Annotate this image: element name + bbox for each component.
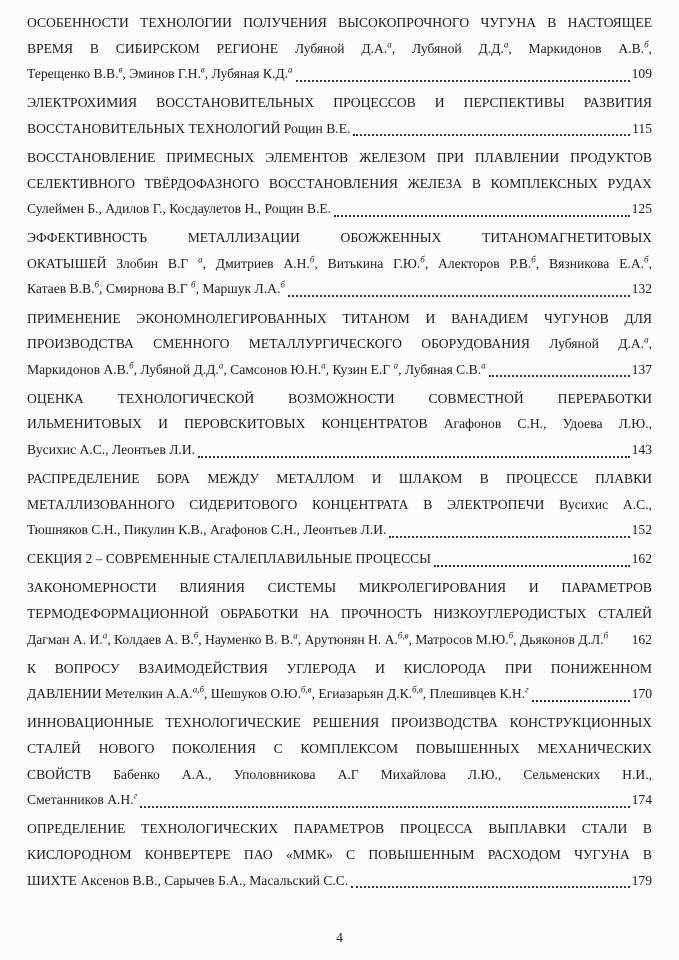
page-number: 4 <box>336 930 343 945</box>
affiliation-mark: а <box>644 334 649 345</box>
toc-entry-line: ИННОВАЦИОННЫЕ ТЕХНОЛОГИЧЕСКИЕ РЕШЕНИЯ ПРОИЗВОДСТВА КОНСТРУКЦИОННЫХ <box>27 715 652 731</box>
dot-leader <box>353 134 630 136</box>
toc-entry <box>27 816 652 893</box>
toc-entry <box>27 656 652 707</box>
affiliation-mark: б <box>644 254 649 265</box>
affiliation-mark: г <box>525 684 529 695</box>
toc-page-ref: 115 <box>632 120 652 136</box>
toc-entry-last-line <box>27 116 652 142</box>
toc-entry-line: МЕТАЛЛИЗОВАННОГО СИДЕРИТОВОГО КОНЦЕНТРАТА В ЭЛЕКТРОПЕЧИ Вусихис А.С., <box>27 496 652 512</box>
toc-entry <box>27 225 652 302</box>
affiliation-mark: б,в <box>397 630 409 641</box>
toc-entry-text: Вусихис А.С., Леонтьев Л.И. <box>27 442 196 457</box>
toc-entry-line: ПРИМЕНЕНИЕ ЭКОНОМНОЛЕГИРОВАННЫХ ТИТАНОМ И ВАНАДИЕМ ЧУГУНОВ ДЛЯ <box>27 310 652 326</box>
dot-leader <box>140 806 629 808</box>
toc-entry-text: СЕКЦИЯ 2 – СОВРЕМЕННЫЕ СТАЛЕПЛАВИЛЬНЫЕ ПРОЦЕССЫ <box>27 551 431 567</box>
affiliation-mark: б <box>644 39 649 50</box>
toc-entry-last-line <box>27 517 652 543</box>
toc-entry-line: ОЦЕНКА ТЕХНОЛОГИЧЕСКОЙ ВОЗМОЖНОСТИ СОВМЕСТНОЙ ПЕРЕРАБОТКИ <box>27 390 652 406</box>
affiliation-mark: а <box>288 64 293 75</box>
toc-page-ref: 162 <box>631 551 652 567</box>
toc-entry <box>27 466 652 543</box>
toc-entry-line: СВОЙСТВ Бабенко А.А., Уполовникова А.Г Михайлова Л.Ю., Сельменских Н.И., <box>27 766 652 782</box>
toc-entry <box>27 710 652 812</box>
toc-section-heading <box>27 546 652 572</box>
toc-entry-text: Сметанников А.Н.$^г$ <box>27 790 138 808</box>
affiliation-mark: б <box>193 630 199 641</box>
affiliation-mark: а <box>321 360 326 371</box>
toc-page-ref: 162 <box>631 631 652 647</box>
toc-page-ref: 132 <box>631 281 652 297</box>
toc-entry <box>27 575 652 652</box>
toc-entry-last-line <box>27 276 652 302</box>
toc-entry-line: ИЛЬМЕНИТОВЫХ И ПЕРОВСКИТОВЫХ КОНЦЕНТРАТОВ Агафонов С.Н., Удоева Л.Ю., <box>27 416 652 432</box>
affiliation-mark: б <box>603 630 609 641</box>
toc-page-ref: 170 <box>631 686 652 702</box>
toc-entry-line: К ВОПРОСУ ВЗАИМОДЕЙСТВИЯ УГЛЕРОДА И КИСЛОРОДА ПРИ ПОНИЖЕННОМ <box>27 660 652 676</box>
toc-entry <box>27 386 652 463</box>
toc-entry-line: ВРЕМЯ В СИБИРСКОМ РЕГИОНЕ Лубяной Д.А.$^а$, Лубяной Д.Д.$^а$, Маркидонов А.В.$^б$, <box>27 39 652 56</box>
affiliation-mark: а <box>218 360 224 371</box>
affiliation-mark: б <box>420 254 425 265</box>
page-footer <box>0 930 679 946</box>
affiliation-mark: б <box>531 254 536 265</box>
toc-entry-text: Терещенко В.В.$^в$, Эминов Г.Н.$^в$, Лубяная К.Д.$^а$ <box>27 64 293 82</box>
toc-list <box>27 10 652 893</box>
affiliation-mark: а <box>481 360 486 371</box>
toc-entry-line: КИСЛОРОДНОМ КОНВЕРТЕРЕ ПАО «ММК» С ПОВЫШЕННЫМ РАСХОДОМ ЧУГУНА В <box>27 846 652 862</box>
toc-entry <box>27 90 652 141</box>
toc-entry-text: Тюшняков С.Н., Пикулин К.В., Агафонов С.Н., Леонтьев Л.И. <box>27 522 387 538</box>
affiliation-mark: г <box>133 790 138 801</box>
toc-page-ref: 143 <box>631 442 652 457</box>
toc-entry-line: ЭФФЕКТИВНОСТЬ МЕТАЛЛИЗАЦИИ ОБОЖЖЕННЫХ ТИТАНОМАГНЕТИТОВЫХ <box>27 230 652 246</box>
toc-entry-last-line <box>27 196 652 222</box>
toc-entry-line: ЭЛЕКТРОХИМИЯ ВОССТАНОВИТЕЛЬНЫХ ПРОЦЕССОВ И ПЕРСПЕКТИВЫ РАЗВИТИЯ <box>27 95 652 111</box>
toc-entry-text: Дагман А. И.$^а$, Колдаев А. В.$^б$, Науменко В. В.$^а$, Арутюнян Н. А.$^{б,в}$, Матросов М.Ю.$^б$, Дьяконов Д.Л.$^б$ <box>27 630 609 647</box>
toc-entry-line: ПРОИЗВОДСТВА СМЕННОГО МЕТАЛЛУРГИЧЕСКОГО ОБОРУДОВАНИЯ Лубяной Д.А.$^а$, <box>27 334 652 352</box>
toc-entry-last-line <box>27 357 652 383</box>
affiliation-mark: а <box>503 39 509 50</box>
toc-entry <box>27 145 652 222</box>
affiliation-mark: а <box>393 360 399 371</box>
dot-leader <box>288 295 630 297</box>
affiliation-mark: б <box>508 630 514 641</box>
toc-entry-line: ВОССТАНОВЛЕНИЕ ПРИМЕСНЫХ ЭЛЕМЕНТОВ ЖЕЛЕЗОМ ПРИ ПЛАВЛЕНИИ ПРОДУКТОВ <box>27 149 652 165</box>
toc-page-ref: 179 <box>631 872 652 888</box>
affiliation-mark: б <box>191 279 196 290</box>
affiliation-mark: в <box>118 64 123 75</box>
toc-entry-line: ТЕРМОДЕФОРМАЦИОННОЙ ОБРАБОТКИ НА ПРОЧНОСТЬ НИЗКОУГЛЕРОДИСТЫХ СТАЛЕЙ <box>27 606 652 622</box>
dot-leader <box>296 80 630 82</box>
toc-entry-last-line <box>27 61 652 87</box>
toc-entry-line: СЕЛЕКТИВНОГО ТВЁРДОФАЗНОГО ВОССТАНОВЛЕНИЯ ЖЕЛЕЗА В КОМПЛЕКСНЫХ РУДАХ <box>27 175 652 191</box>
toc-entry-text: ШИХТЕ Аксенов В.В., Сарычев Б.А., Масальский С.С. <box>27 872 349 888</box>
toc-page-ref: 174 <box>631 792 652 808</box>
affiliation-mark: а,б <box>192 684 204 695</box>
toc-entry-last-line <box>27 627 652 653</box>
toc-entry-last-line <box>27 787 652 813</box>
toc-entry-line: ОКАТЫШЕЙ Злобин В.Г $^а$, Дмитриев А.Н.$^б$, Витькина Г.Ю.$^б$, Алекторов Р.В.$^б$, Вязникова Е.А.$^б$, <box>27 254 652 271</box>
affiliation-mark: а <box>102 630 108 641</box>
affiliation-mark: а <box>198 254 203 265</box>
affiliation-mark: а <box>293 630 298 641</box>
toc-entry-line: СТАЛЕЙ НОВОГО ПОКОЛЕНИЯ С КОМПЛЕКСОМ ПОВЫШЕННЫХ МЕХАНИЧЕСКИХ <box>27 741 652 757</box>
affiliation-mark: б,в <box>300 684 312 695</box>
dot-leader <box>389 536 629 538</box>
toc-entry-last-line <box>27 546 652 572</box>
toc-entry-last-line <box>27 437 652 463</box>
dot-leader <box>351 886 629 888</box>
dot-leader <box>198 456 630 458</box>
toc-entry <box>27 10 652 87</box>
toc-entry-text: ВОССТАНОВИТЕЛЬНЫХ ТЕХНОЛОГИЙ Рощин В.Е. <box>27 120 351 136</box>
toc-entry-line: ЗАКОНОМЕРНОСТИ ВЛИЯНИЯ СИСТЕМЫ МИКРОЛЕГИРОВАНИЯ И ПАРАМЕТРОВ <box>27 580 652 596</box>
affiliation-mark: б <box>280 279 285 290</box>
toc-entry-line: ОСОБЕННОСТИ ТЕХНОЛОГИИ ПОЛУЧЕНИЯ ВЫСОКОПРОЧНОГО ЧУГУНА В НАСТОЯЩЕЕ <box>27 15 652 30</box>
toc-entry-last-line <box>27 681 652 707</box>
toc-entry-text: Маркидонов А.В.$^б$, Лубяной Д.Д.$^а$, Самсонов Ю.Н.$^а$, Кузин Е.Г $^а$, Лубяная С.В.$^а$ <box>27 360 486 377</box>
dot-leader <box>434 565 630 567</box>
affiliation-mark: б <box>94 279 100 290</box>
dot-leader <box>334 215 630 217</box>
toc-page-ref: 125 <box>631 201 652 217</box>
toc-entry-text: ДАВЛЕНИИ Метелкин А.А.$^{а,б}$, Шешуков О.Ю.$^{б,в}$, Егиазарьян Д.К.$^{б,в}$, Плешивцев К.Н.$^г$ <box>27 684 529 702</box>
toc-page-ref: 137 <box>631 361 652 377</box>
toc-entry-line: ОПРЕДЕЛЕНИЕ ТЕХНОЛОГИЧЕСКИХ ПАРАМЕТРОВ ПРОЦЕССА ВЫПЛАВКИ СТАЛИ В <box>27 821 652 837</box>
toc-entry-line: РАСПРЕДЕЛЕНИЕ БОРА МЕЖДУ МЕТАЛЛОМ И ШЛАКОМ В ПРОЦЕССЕ ПЛАВКИ <box>27 471 652 487</box>
affiliation-mark: б,в <box>412 684 423 695</box>
affiliation-mark: б <box>309 254 315 265</box>
toc-entry <box>27 306 652 383</box>
affiliation-mark: а <box>387 39 392 50</box>
toc-entry-text: Сулеймен Б., Адилов Г., Косдаулетов Н., Рощин В.Е. <box>27 201 332 217</box>
toc-page-ref: 152 <box>631 522 652 538</box>
dot-leader <box>532 700 630 702</box>
toc-entry-text: Катаев В.В.$^б$, Смирнова В.Г $^б$, Маршук Л.А.$^б$ <box>27 279 285 297</box>
dot-leader <box>489 375 630 377</box>
toc-entry-last-line <box>27 868 652 894</box>
affiliation-mark: б <box>129 360 134 371</box>
toc-page-ref: 109 <box>631 66 652 82</box>
affiliation-mark: в <box>200 64 205 75</box>
